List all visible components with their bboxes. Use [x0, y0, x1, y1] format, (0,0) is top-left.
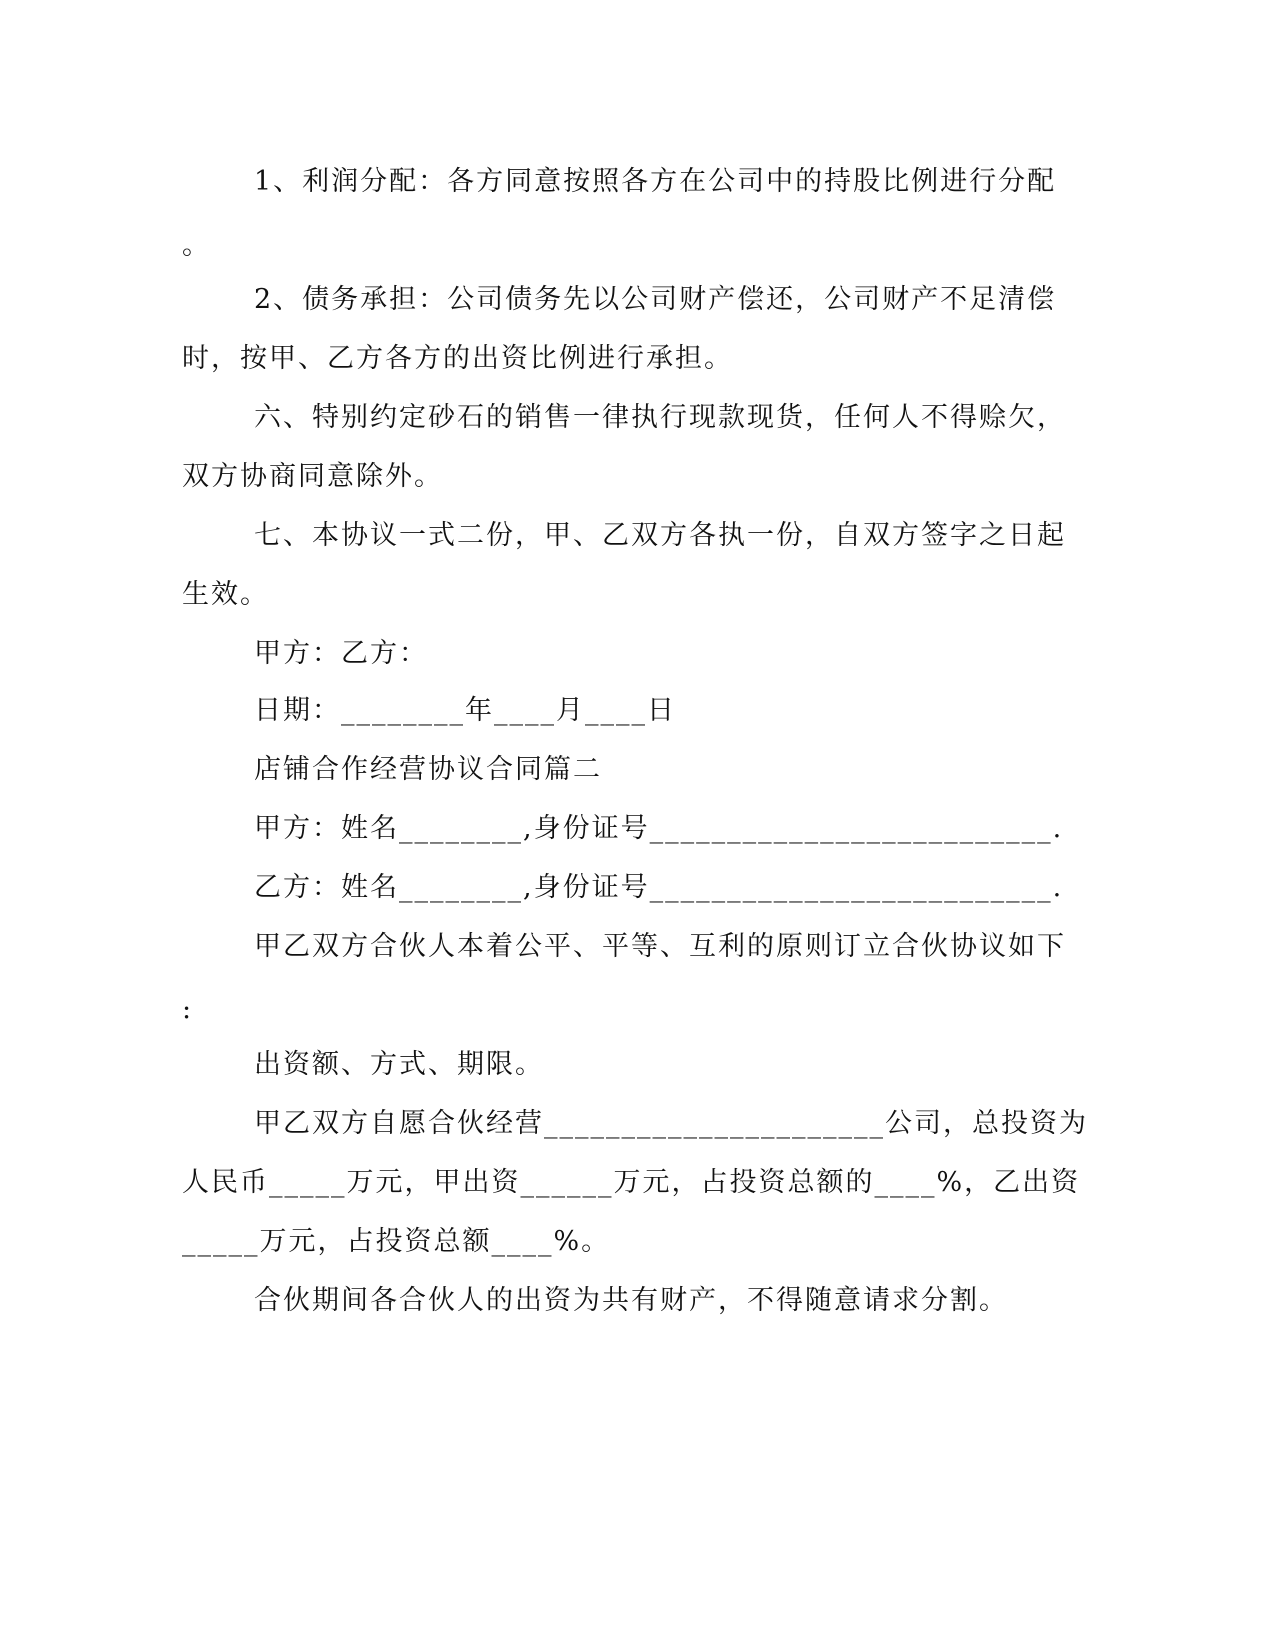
section-heading: 店铺合作经营协议合同篇二	[254, 754, 602, 785]
copies-clause-line: 七、本协议一式二份，甲、乙双方各执一份，自双方签字之日起	[254, 520, 1066, 551]
party-a-info-line: 甲方：姓名________,身份证号__________________________.	[254, 813, 1064, 844]
capital-line-2: 人民币_____万元，甲出资______万元，占投资总额的____%，乙出资	[182, 1167, 1081, 1198]
debt-bearing-line: 2、债务承担：公司债务先以公司财产偿还，公司财产不足清偿	[254, 284, 1057, 315]
profit-distribution-line: 1、利润分配：各方同意按照各方在公司中的持股比例进行分配	[254, 166, 1057, 197]
capital-line-1: 甲乙双方自愿合伙经营______________________公司，总投资为	[254, 1108, 1088, 1139]
capital-line-3: _____万元，占投资总额____%。	[182, 1226, 611, 1257]
copies-clause-continuation: 生效。	[182, 579, 269, 610]
partnership-intro-colon: :	[182, 994, 194, 1025]
party-b-info-line: 乙方：姓名________,身份证号__________________________.	[254, 872, 1064, 903]
partnership-intro-line: 甲乙双方合伙人本着公平、平等、互利的原则订立合伙协议如下	[254, 931, 1066, 962]
special-agreement-continuation: 双方协商同意除外。	[182, 461, 443, 492]
special-agreement-line: 六、特别约定砂石的销售一律执行现款现货，任何人不得赊欠，	[254, 402, 1066, 433]
date-line: 日期：________年____月____日	[254, 695, 676, 726]
capital-heading: 出资额、方式、期限。	[254, 1049, 544, 1080]
debt-bearing-continuation: 时，按甲、乙方各方的出资比例进行承担。	[182, 343, 733, 374]
common-property-line: 合伙期间各合伙人的出资为共有财产，不得随意请求分割。	[254, 1285, 1008, 1316]
parties-signature-line: 甲方：乙方：	[254, 638, 428, 669]
profit-distribution-end: 。	[182, 230, 211, 261]
